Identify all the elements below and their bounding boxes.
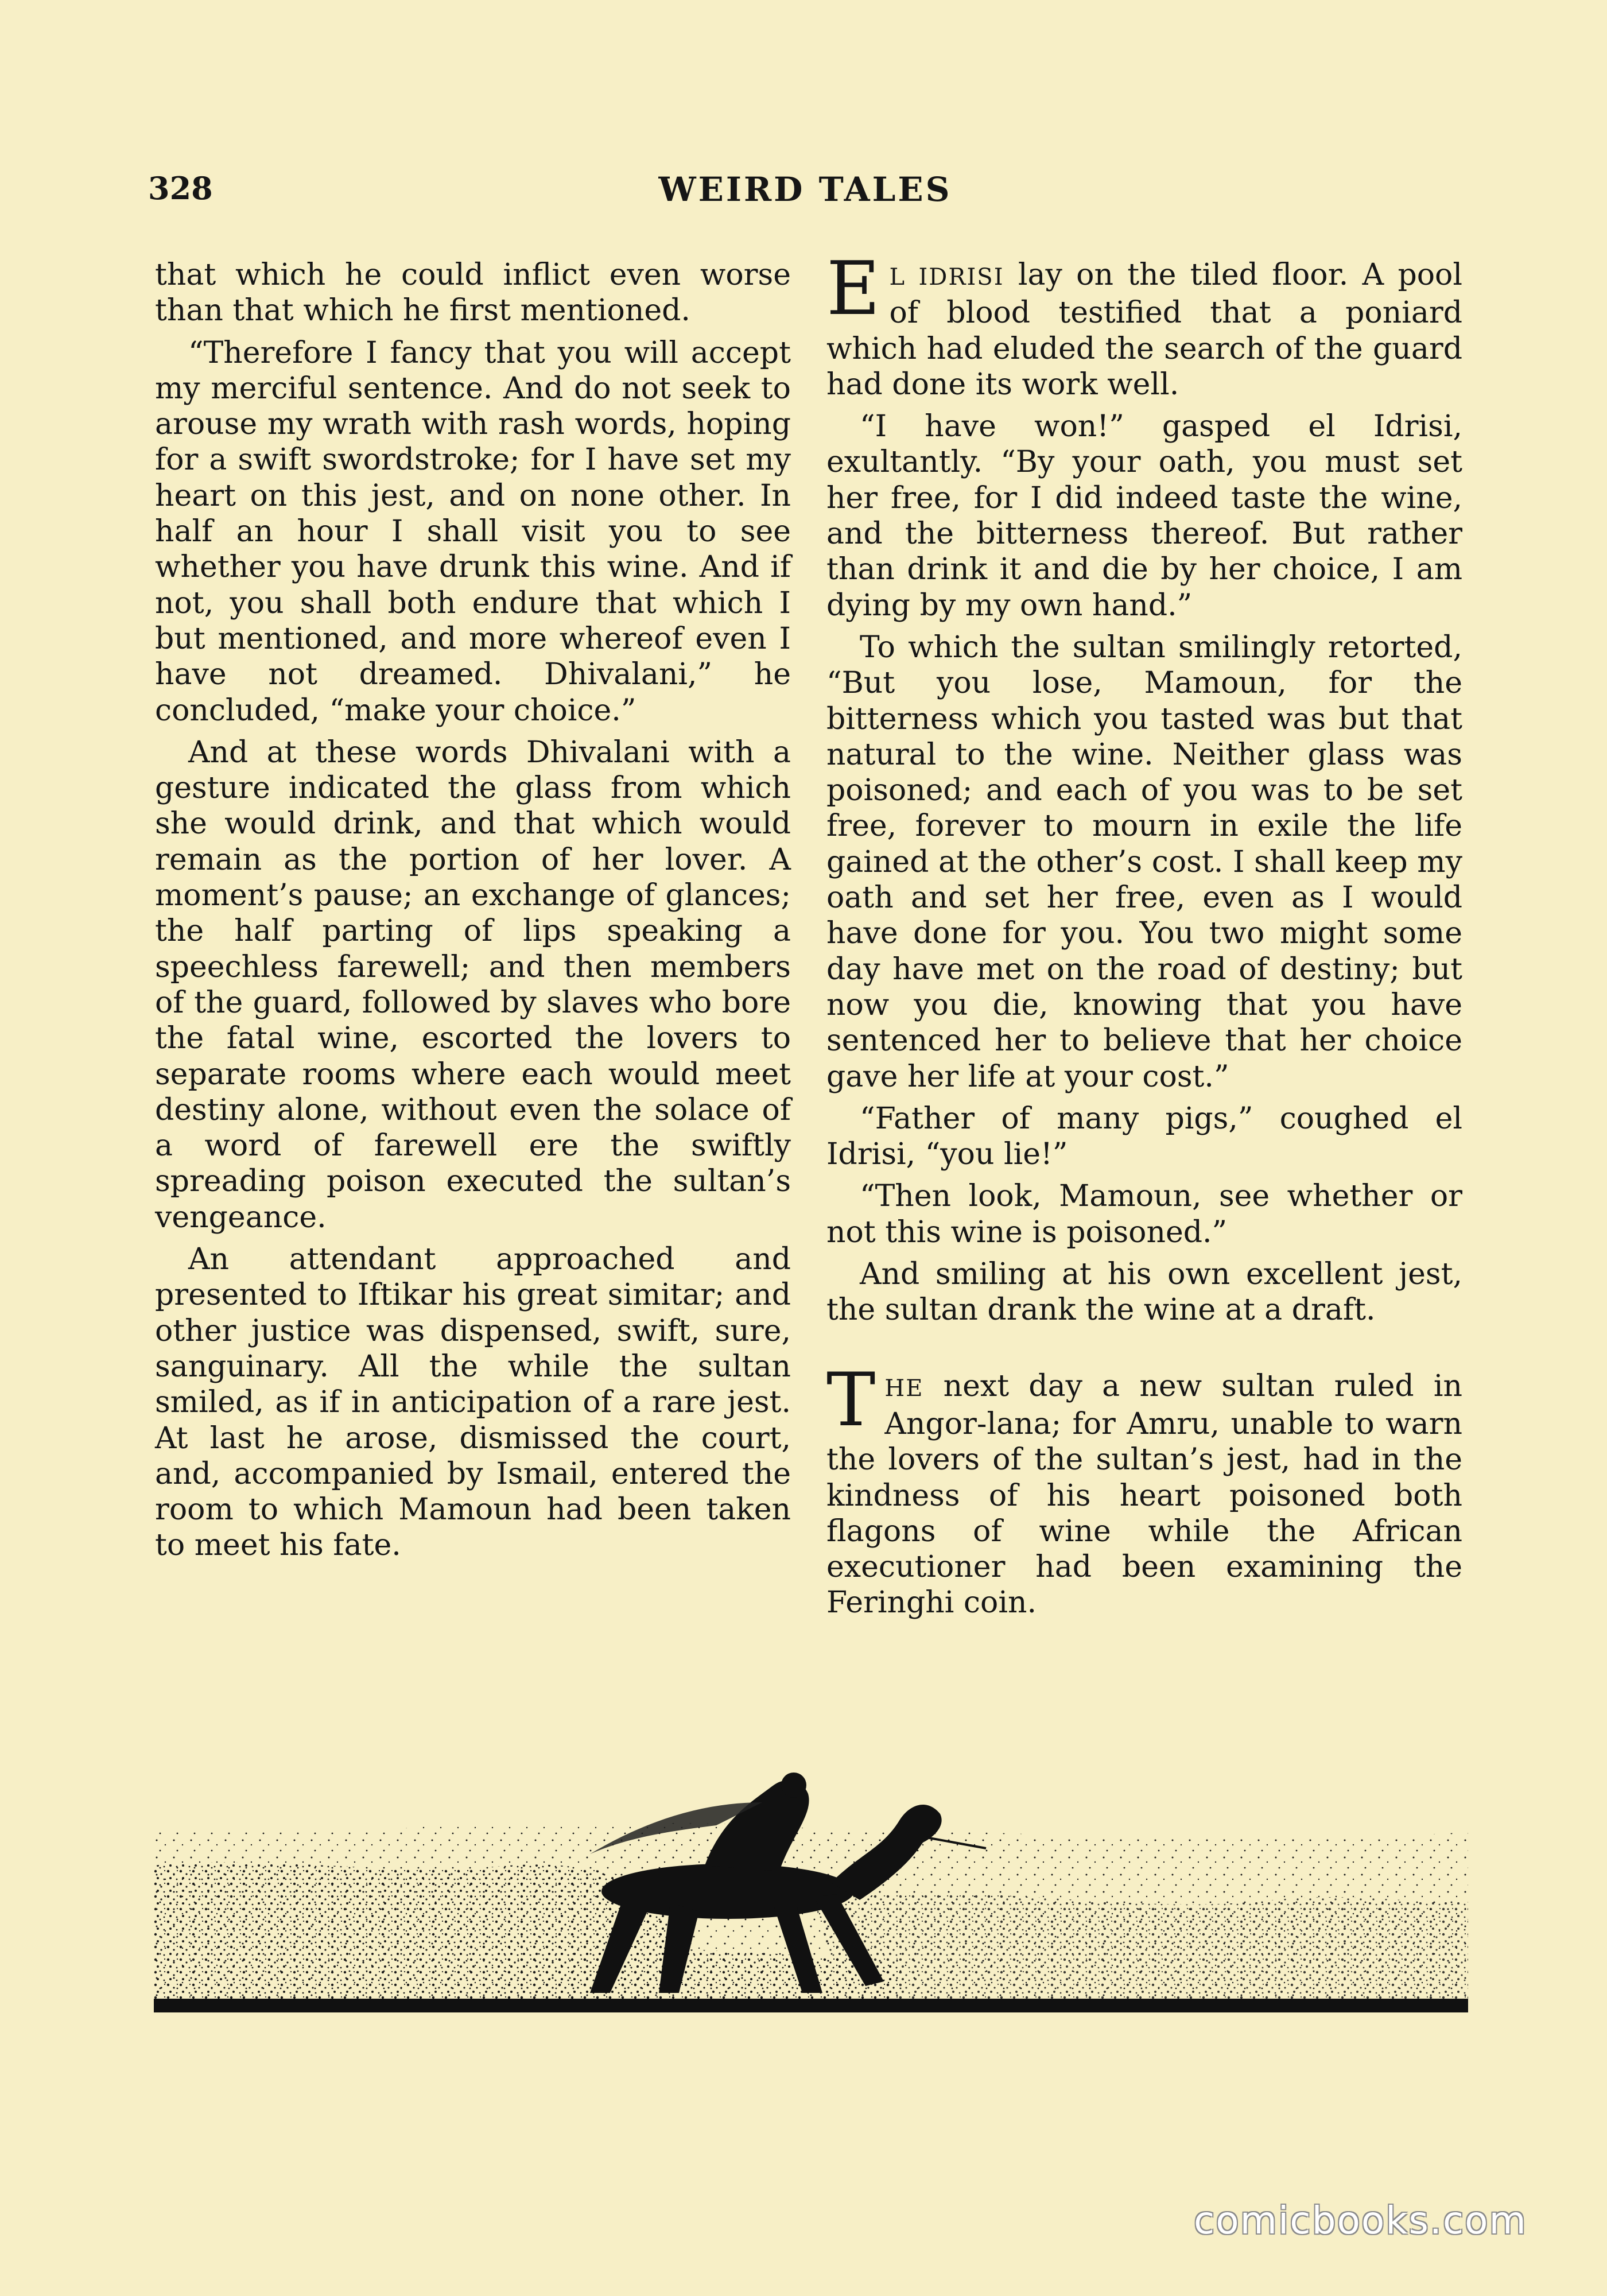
- desert-camel-rider-illustration: [154, 1768, 1468, 2020]
- drop-cap: T: [826, 1357, 876, 1443]
- paragraph: that which he could inflict even worse than that which he first mentioned.: [155, 258, 791, 328]
- paragraph: An attendant approached and presented to Iftikar his great simitar; and other justice was dispensed, swift, sure, sanguinary. All the while the sultan smiled, as if in anticipation of a rare jest. At last he arose, dismissed the court, and, accompanied by Ismail, entered the room to which Mamoun had been taken to meet his fate.: [155, 1242, 791, 1563]
- drop-cap: E: [826, 246, 880, 332]
- small-caps-lead: HE: [884, 1375, 924, 1402]
- page-number: 328: [148, 170, 213, 207]
- paragraph: “I have won!” gasped el Idrisi, exultantly. “By your oath, you must set her free, for I did indeed taste the wine, and the bitterness thereof. But rather than drink it and die by her choice, I am dying by my own hand.”: [826, 409, 1462, 623]
- right-column: [826, 246, 1462, 1627]
- paragraph: “Father of many pigs,” coughed el Idrisi, “you lie!”: [826, 1101, 1462, 1172]
- section-opening-paragraph: [826, 1357, 1462, 1621]
- left-column: [155, 257, 791, 1570]
- paragraph-text: next day a new sultan ruled in Angor-lana; for Amru, unable to warn the lovers of the sultan’s jest, had in the kindness of his heart poisoned both flagons of wine while the African executioner had been examining the Feringhi coin.: [826, 1368, 1462, 1620]
- paragraph: “Then look, Mamoun, see whether or not this wine is poisoned.”: [826, 1179, 1462, 1250]
- paragraph: “Therefore I fancy that you will accept my merciful sentence. And do not seek to arouse my wrath with rash words, hoping for a swift swordstroke; for I have set my heart on this jest, and on none other. In half an hour I shall visit you to see whether you have drunk this wine. And if not, you shall both endure that which I but mentioned, and more whereof even I have not dreamed. Dhivalani,” he concluded, “make your choice.”: [155, 335, 791, 728]
- paragraph: And smiling at his own excellent jest, the sultan drank the wine at a draft.: [826, 1257, 1462, 1328]
- paragraph: And at these words Dhivalani with a gesture indicated the glass from which she would drink, and that which would remain as the portion of her lover. A moment’s pause; an exchange of glances; the half parting of lips speaking a speechless farewell; and then members of the guard, followed by slaves who bore the fatal wine, escorted the lovers to separate rooms where each would meet destiny alone, without even the solace of a word of farewell ere the swiftly spreading poison executed the sultan’s vengeance.: [155, 735, 791, 1235]
- small-caps-lead: L IDRISI: [889, 264, 1004, 290]
- page-header: [148, 170, 1462, 216]
- running-head: WEIRD TALES: [658, 170, 952, 209]
- section-opening-paragraph: [826, 246, 1462, 402]
- paragraph: To which the sultan smilingly retorted, “But you lose, Mamoun, for the bitterness which you tasted was but that natural to the wine. Neither glass was poisoned; and each of you was to be set free, forever to mourn in exile the life gained at the other’s cost. I shall keep my oath and set her free, even as I would have done for you. You two might some day have met on the road of destiny; but now you die, knowing that you have sentenced her to believe that her choice gave her life at your cost.”: [826, 630, 1462, 1094]
- watermark: comicbooks.com: [1194, 2198, 1527, 2243]
- paragraph-text: lay on the tiled floor. A pool of blood testified that a poniard which had eluded the search of the guard had done its work well.: [826, 258, 1462, 402]
